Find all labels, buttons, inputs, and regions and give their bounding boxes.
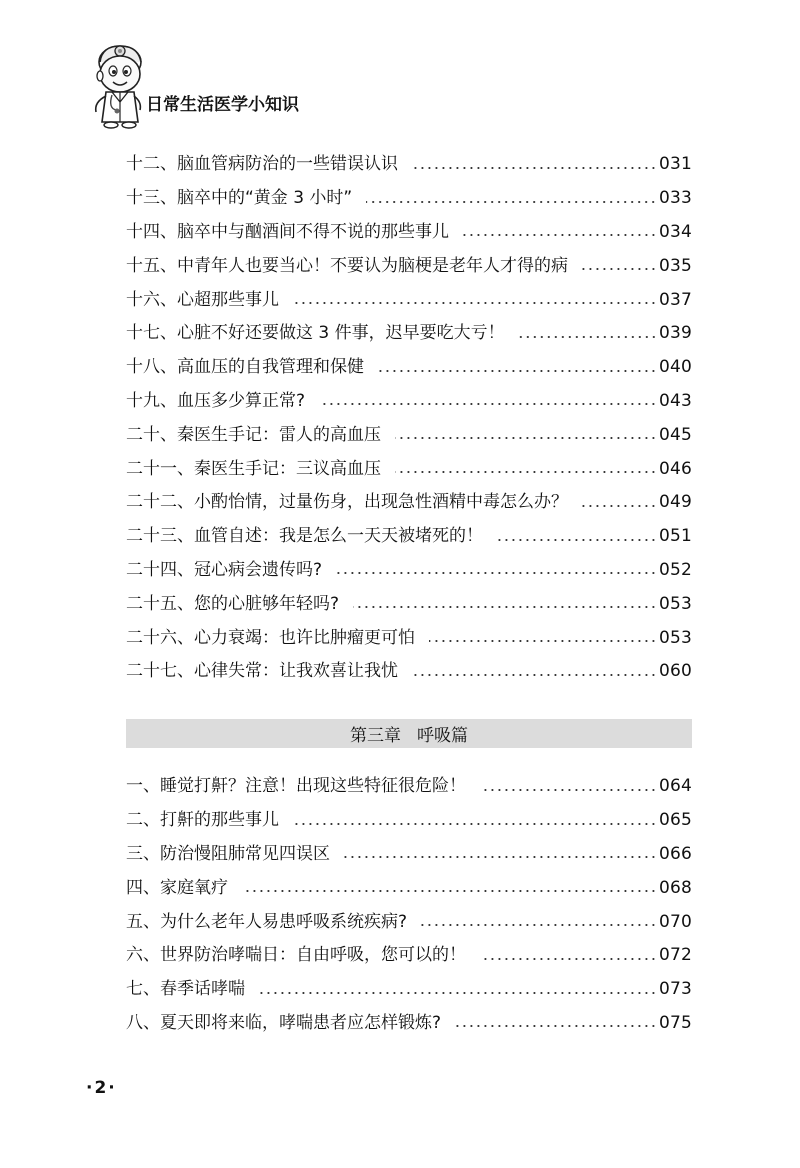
toc-entry-title: 十二、脑血管病防治的一些错误认识 (126, 154, 398, 175)
toc-leader-dots (395, 436, 657, 440)
toc-entry-page: 033 (658, 188, 692, 209)
toc-entry[interactable] (126, 249, 692, 283)
toc-leader-dots (319, 402, 657, 406)
toc-leader-dots (519, 335, 657, 339)
toc-entry[interactable] (126, 182, 692, 216)
toc-entry-page: 065 (658, 810, 692, 831)
toc-entry-page: 039 (658, 323, 692, 344)
toc-entry[interactable] (126, 520, 692, 554)
toc-entry-title: 二十一、秦医生手记：三议高血压 (126, 458, 381, 479)
toc-entry-page: 035 (658, 255, 692, 276)
toc-entry[interactable] (126, 804, 692, 838)
toc-entry-title: 十九、血压多少算正常? (126, 390, 306, 411)
toc-entry-page: 070 (658, 911, 692, 932)
toc-leader-dots (463, 233, 657, 237)
toc-entry[interactable] (126, 587, 692, 621)
toc-leader-dots (421, 923, 657, 927)
toc-entry-page: 053 (658, 593, 692, 614)
doctor-mascot-icon (86, 40, 148, 130)
toc-entry-title: 十八、高血压的自我管理和保健 (126, 357, 364, 378)
toc-entry-title: 十三、脑卒中的“黄金 3 小时” (126, 188, 353, 209)
toc-entry-page: 066 (658, 843, 692, 864)
toc-leader-dots (480, 957, 657, 961)
toc-leader-dots (293, 301, 657, 305)
toc-entry-title: 十六、心超那些事儿 (126, 289, 279, 310)
toc-entry-title: 四、家庭氧疗 (126, 877, 228, 898)
toc-entry-page: 040 (658, 357, 692, 378)
toc-entry-title: 三、防治慢阻肺常见四误区 (126, 843, 330, 864)
toc-entry[interactable] (126, 770, 692, 804)
toc-leader-dots (429, 639, 657, 643)
toc-entry[interactable] (126, 905, 692, 939)
toc-entry-title: 二十四、冠心病会遗传吗? (126, 559, 323, 580)
toc-entry[interactable] (126, 283, 692, 317)
toc-entry-page: 031 (658, 154, 692, 175)
toc-entry-title: 六、世界防治哮喘日：自由呼吸，您可以的！ (126, 945, 466, 966)
toc-leader-dots (353, 605, 657, 609)
toc-leader-dots (395, 470, 657, 474)
toc-entry[interactable] (126, 385, 692, 419)
chapter-name: 呼吸篇 (417, 726, 468, 746)
toc-entry-title: 二十三、血管自述：我是怎么一天天被堵死的！ (126, 526, 483, 547)
toc-entry-page: 064 (658, 776, 692, 797)
toc-entry-page: 034 (658, 221, 692, 242)
toc-entry-page: 043 (658, 390, 692, 411)
toc-leader-dots (582, 267, 657, 271)
toc-entry[interactable] (126, 871, 692, 905)
toc-leader-dots (336, 571, 657, 575)
toc-entry[interactable] (126, 554, 692, 588)
toc-entry-page: 045 (658, 424, 692, 445)
toc-entry[interactable] (126, 452, 692, 486)
toc-entry[interactable] (126, 317, 692, 351)
toc-entry-title: 二十、秦医生手记：雷人的高血压 (126, 424, 381, 445)
toc-section-respiratory (126, 770, 692, 1040)
toc-entry[interactable] (126, 655, 692, 689)
chapter-heading-bar[interactable] (126, 719, 692, 748)
toc-entry[interactable] (126, 838, 692, 872)
toc-entry[interactable] (126, 216, 692, 250)
toc-leader-dots (242, 889, 657, 893)
toc-leader-dots (455, 1024, 657, 1028)
toc-leader-dots (344, 855, 657, 859)
toc-leader-dots (497, 538, 657, 542)
toc-leader-dots (259, 991, 657, 995)
toc-entry-title: 十四、脑卒中与酗酒间不得不说的那些事儿 (126, 221, 449, 242)
toc-leader-dots (480, 788, 657, 792)
toc-entry-page: 072 (658, 945, 692, 966)
toc-leader-dots (582, 504, 657, 508)
toc-leader-dots (378, 369, 657, 373)
toc-entry[interactable] (126, 939, 692, 973)
toc-entry-page: 052 (658, 559, 692, 580)
toc-entry[interactable] (126, 351, 692, 385)
toc-entry-page: 073 (658, 979, 692, 1000)
toc-entry-page: 075 (658, 1012, 692, 1033)
toc-entry-title: 十七、心脏不好还要做这 3 件事，迟早要吃大亏！ (126, 323, 505, 344)
toc-entry-title: 二十五、您的心脏够年轻吗? (126, 593, 340, 614)
toc-entry-title: 一、睡觉打鼾？注意！出现这些特征很危险！ (126, 776, 466, 797)
toc-entry-page: 053 (658, 627, 692, 648)
toc-section-cardio (126, 148, 692, 689)
toc-entry-page: 046 (658, 458, 692, 479)
toc-entry-title: 二十六、心力衰竭：也许比肿瘤更可怕 (126, 627, 415, 648)
toc-entry-title: 十五、中青年人也要当心！不要认为脑梗是老年人才得的病 (126, 255, 568, 276)
toc-entry-title: 七、春季话哮喘 (126, 979, 245, 1000)
toc-entry[interactable] (126, 1007, 692, 1041)
toc-entry-page: 051 (658, 526, 692, 547)
toc-entry-title: 八、夏天即将来临，哮喘患者应怎样锻炼? (126, 1012, 442, 1033)
toc-entry[interactable] (126, 418, 692, 452)
toc-entry-title: 二十七、心律失常：让我欢喜让我忧 (126, 661, 398, 682)
toc-entry-page: 037 (658, 289, 692, 310)
running-header-title: 日常生活医学小知识 (146, 95, 299, 115)
toc-entry[interactable] (126, 621, 692, 655)
toc-entry-page: 060 (658, 661, 692, 682)
toc-entry[interactable] (126, 973, 692, 1007)
toc-entry-title: 五、为什么老年人易患呼吸系统疾病? (126, 911, 408, 932)
toc-entry-title: 二、打鼾的那些事儿 (126, 810, 279, 831)
toc-entry-page: 049 (658, 492, 692, 513)
page-number: ·2· (86, 1078, 117, 1098)
toc-leader-dots (293, 822, 657, 826)
toc-leader-dots (412, 673, 657, 677)
toc-entry-page: 068 (658, 877, 692, 898)
toc-entry[interactable] (126, 148, 692, 182)
toc-leader-dots (366, 200, 657, 204)
toc-entry[interactable] (126, 486, 692, 520)
page-header (86, 40, 346, 130)
toc-leader-dots (412, 166, 657, 170)
toc-entry-title: 二十二、小酌怡情，过量伤身，出现急性酒精中毒怎么办？ (126, 492, 568, 513)
chapter-number: 第三章 (350, 726, 401, 746)
